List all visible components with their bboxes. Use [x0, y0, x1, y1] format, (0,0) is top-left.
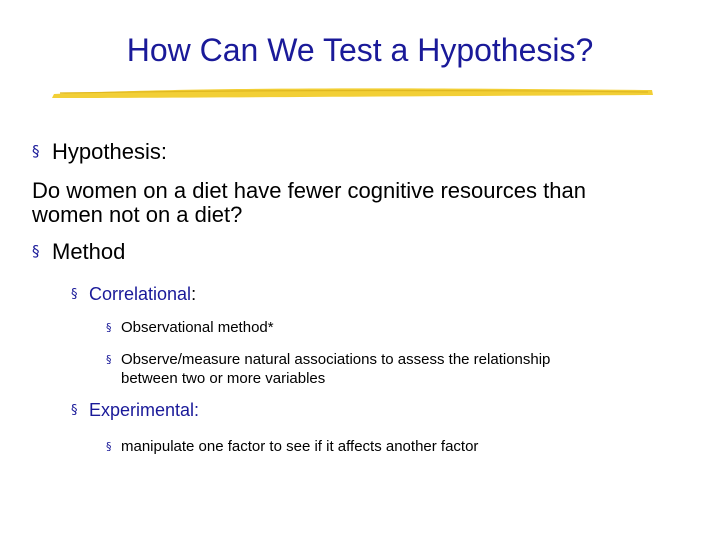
question-line-2: women not on a diet? [32, 202, 243, 227]
bullet-icon: § [32, 242, 40, 260]
correlational-item-1: Observational method* [121, 319, 274, 336]
bullet-icon: § [32, 142, 40, 160]
list-item [106, 318, 274, 337]
hypothesis-question [32, 179, 586, 227]
method-label: Method [52, 239, 126, 264]
slide-title: How Can We Test a Hypothesis? [126, 32, 594, 68]
bullet-correlational [71, 284, 196, 305]
correlational-item-2-line-1: Observe/measure natural associations to assess the relationship [121, 351, 551, 368]
list-item [106, 350, 550, 388]
correlational-label: Correlational [89, 284, 192, 304]
bullet-icon: § [106, 321, 112, 334]
hypothesis-label: Hypothesis: [52, 139, 167, 164]
bullet-hypothesis [32, 139, 167, 165]
question-line-1: Do women on a diet have fewer cognitive resources than [32, 178, 586, 203]
bullet-icon: § [106, 353, 112, 366]
experimental-item-1: manipulate one factor to see if it affects another factor [121, 438, 479, 455]
bullet-method [32, 239, 125, 265]
bullet-icon: § [106, 440, 112, 453]
bullet-experimental [71, 400, 199, 421]
title-underline [50, 84, 656, 102]
experimental-label: Experimental: [89, 400, 200, 420]
bullet-icon: § [71, 287, 78, 302]
bullet-icon: § [71, 403, 78, 418]
correlational-item-2-line-2: between two or more variables [121, 370, 326, 387]
list-item [106, 437, 478, 456]
correlational-colon: : [191, 284, 197, 304]
